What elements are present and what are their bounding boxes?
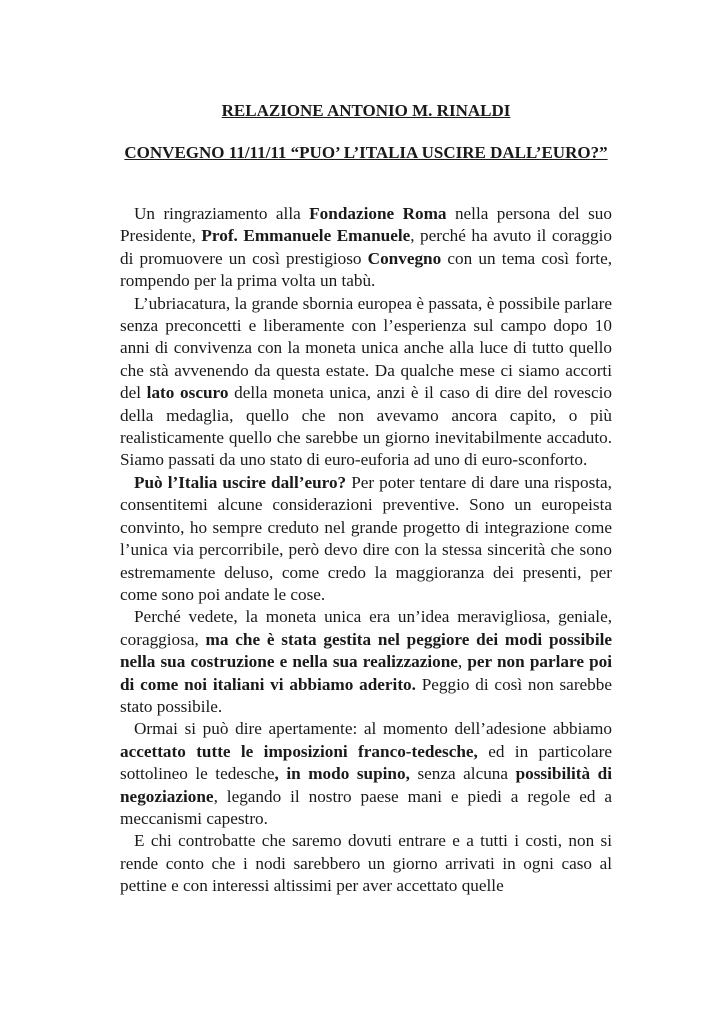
- document-subtitle: CONVEGNO 11/11/11 “PUO’ L’ITALIA USCIRE DALL’EURO?”: [124, 143, 608, 162]
- bold-text-run: , in modo supino,: [274, 764, 410, 784]
- text-run: , perché ha avuto il coraggio di promuovere un così prestigioso: [120, 226, 612, 268]
- bold-text-run: Fondazione Roma: [309, 204, 447, 223]
- text-run: , legando il nostro paese mani e piedi a regole ed a meccanismi capestro.: [120, 786, 612, 828]
- bold-text-run: Convegno: [367, 248, 442, 268]
- text-run: con un tema così forte, rompendo per la prima volta un tabù.: [120, 248, 612, 291]
- text-run: Peggio di così non sarebbe stato possibile.: [120, 674, 612, 716]
- text-run: Un ringraziamento alla: [134, 204, 310, 223]
- bold-text-run: accettato tutte le imposizioni franco-tedesche,: [120, 741, 478, 761]
- text-run: senza alcuna: [409, 764, 516, 784]
- bold-text-run: Prof. Emmanuele Emanuele: [201, 226, 411, 246]
- text-run: ,: [457, 652, 468, 672]
- paragraph: [120, 830, 612, 897]
- text-run: Per poter tentare di dare una risposta, consentitemi alcune considerazioni preventive. Sono un europeista convinto, ho sempre creduto nel grande progetto di integrazione come l’unica via percorribile, però devo dire con la stessa sincerità che sono estremamente deluso, come credo la maggioranza dei presenti, per come sono poi andate le cose.: [120, 472, 612, 604]
- bold-text-run: possibilità di negoziazione: [120, 764, 612, 806]
- paragraph: [120, 718, 612, 830]
- paragraph: [120, 472, 612, 606]
- text-run: Perché vedete, la moneta unica era un’idea meravigliosa, geniale, coraggiosa,: [120, 607, 612, 649]
- text-run: Ormai si può dire apertamente: al momento dell’adesione abbiamo: [134, 719, 612, 739]
- bold-text-run: per non parlare poi di come noi italiani vi abbiamo aderito.: [120, 652, 613, 694]
- document-title: RELAZIONE ANTONIO M. RINALDI: [221, 101, 511, 120]
- bold-text-run: ma che è stata gestita nel peggiore dei modi possibile nella sua costruzione e nella sua realizzazione: [120, 629, 613, 672]
- bold-text-run: Può l’Italia uscire dall’euro?: [134, 472, 347, 492]
- text-run: ed in particolare sottolineo le tedesche: [120, 741, 612, 784]
- paragraph: [120, 606, 612, 718]
- document-body: [120, 203, 612, 898]
- text-run: nella persona del suo Presidente,: [120, 204, 612, 246]
- bold-text-run: lato oscuro: [146, 383, 229, 403]
- paragraph: [120, 293, 612, 472]
- text-run: L’ubriacatura, la grande sbornia europea è passata, è possibile parlare senza preconcetti e liberamente con l’esperienza sul campo dopo 10 anni di convivenza con la moneta unica anche alla luce di tutto quello che stà avvenendo da questa estate. Da qualche mese ci siamo accorti del: [120, 293, 612, 403]
- text-run: E chi controbatte che saremo dovuti entrare e a tutti i costi, non si rende conto che i nodi sarebbero un giorno arrivati in ogni caso al pettine e con interessi altissimi per aver accettato quelle: [120, 831, 612, 896]
- paragraph: [120, 203, 612, 293]
- text-run: della moneta unica, anzi è il caso di dire del rovescio della medaglia, quello che non avevamo ancora capito, o più realisticamente quello che sarebbe un giorno inevitabilmente accaduto. Siamo passati da uno stato di euro-euforia ad uno di euro-sconforto.: [120, 383, 612, 470]
